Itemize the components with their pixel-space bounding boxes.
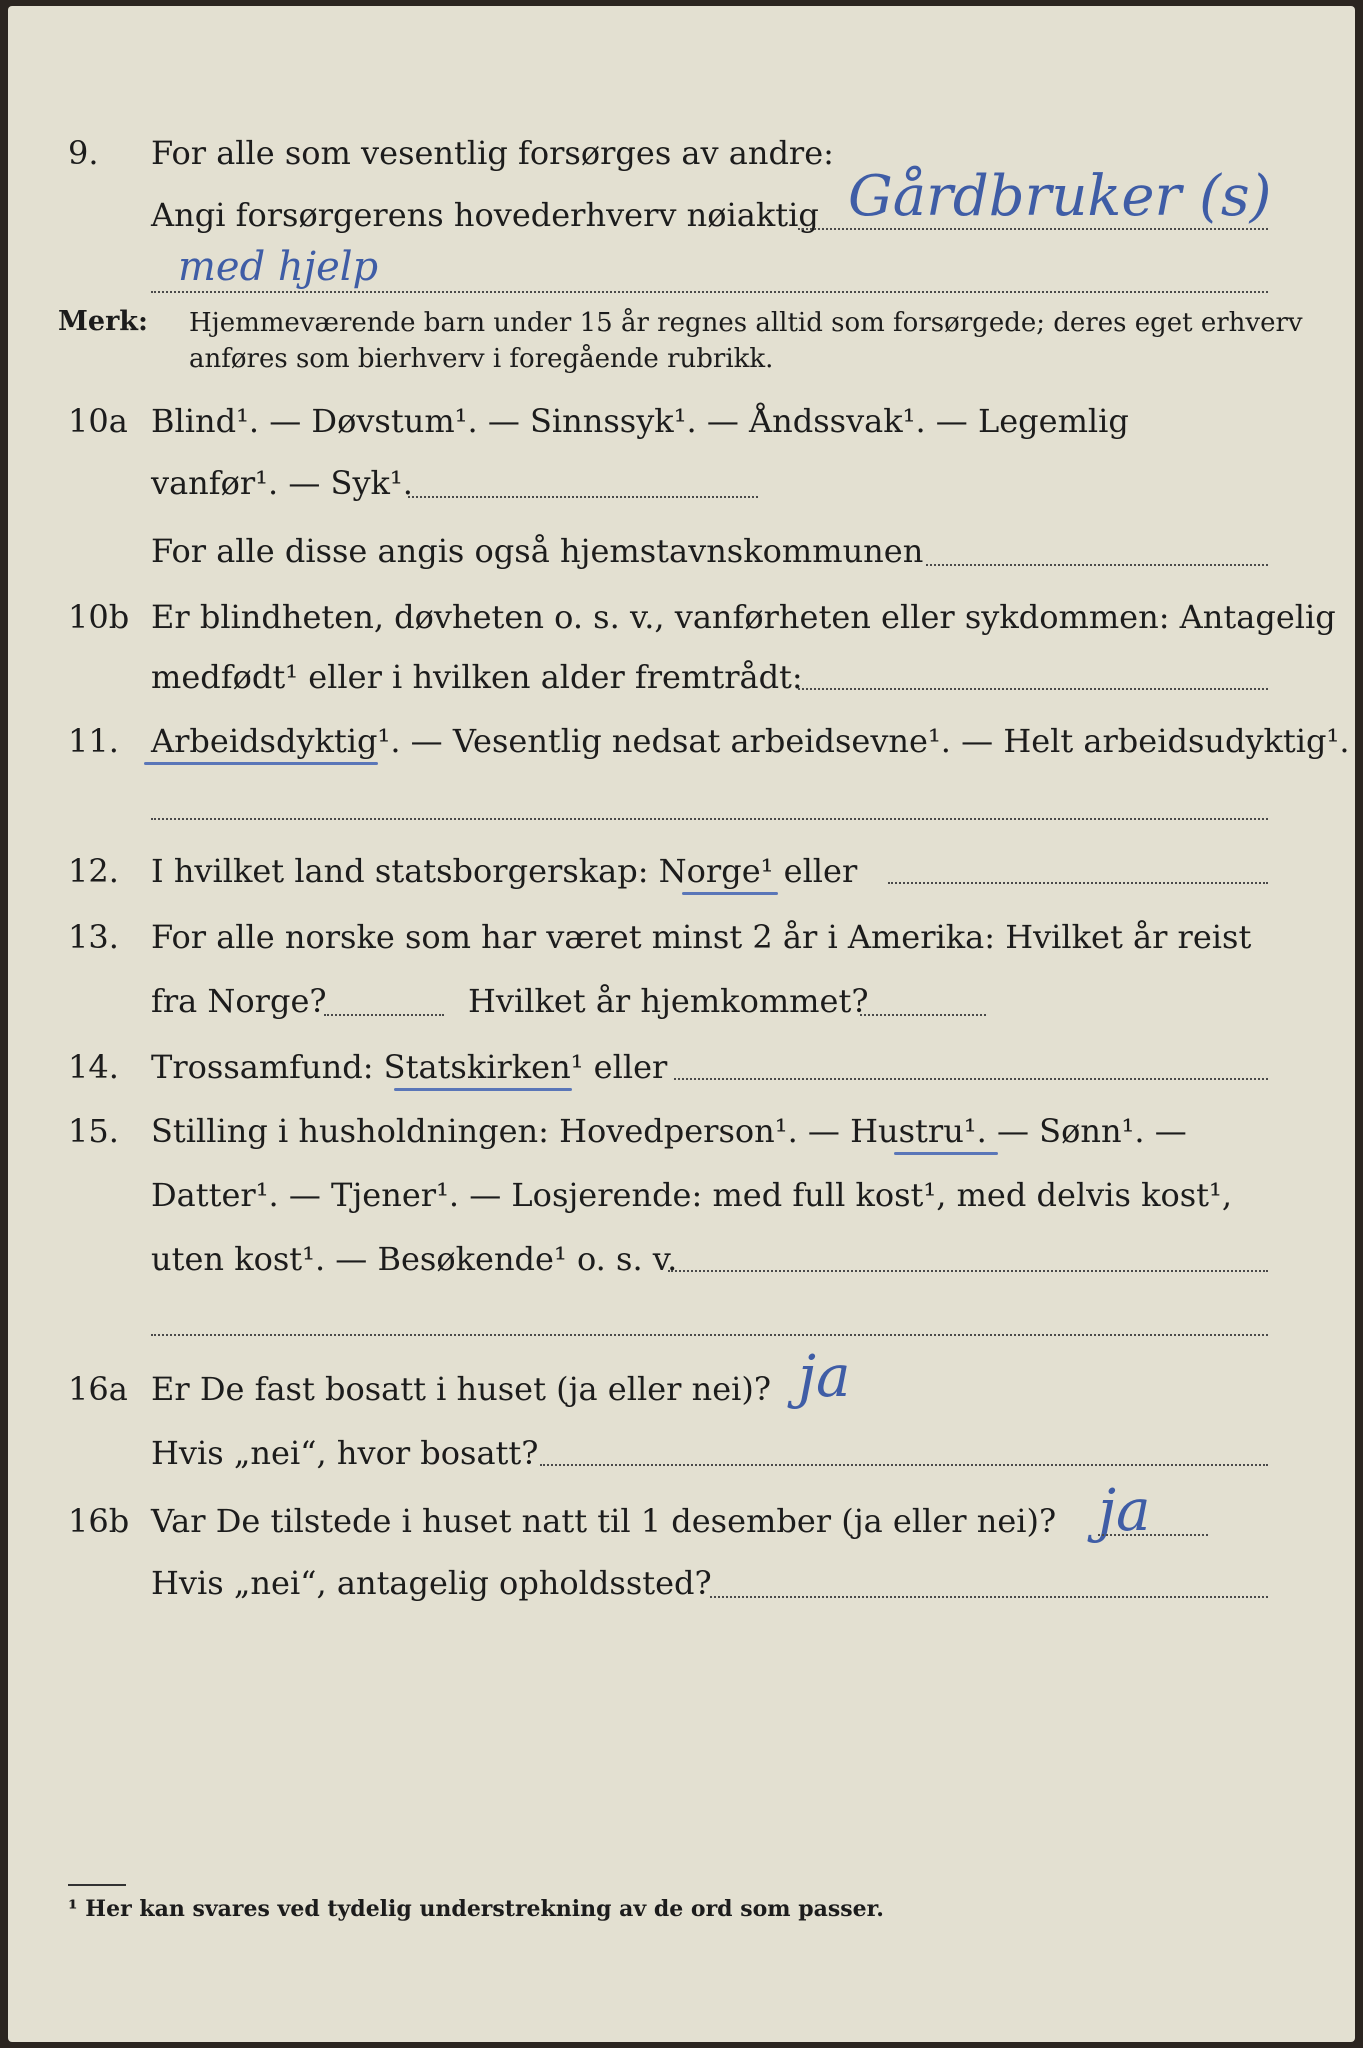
handwritten-underline (144, 762, 378, 765)
answer-line (408, 496, 758, 498)
answer-line (926, 564, 1268, 566)
answer-line (151, 291, 1268, 293)
question-number: 9. (68, 134, 99, 172)
question-number: 10b (68, 598, 130, 636)
question-number: 15. (68, 1112, 119, 1150)
answer-line (540, 1464, 1268, 1466)
answer-line (151, 1334, 1268, 1336)
answer-line (151, 818, 1268, 820)
question-text: uten kost¹. — Besøkende¹ o. s. v. (151, 1240, 678, 1278)
question-text: Arbeidsdyktig¹. — Vesentlig nedsat arbeidsevne¹. — Helt arbeidsudyktig¹. (151, 722, 1350, 760)
note-text: Hjemmeværende barn under 15 år regnes alltid som forsørgede; deres eget erhverv (189, 308, 1303, 338)
question-text: Hvis „nei“, hvor bosatt? (151, 1434, 539, 1472)
question-number: 13. (68, 918, 119, 956)
question-text: medfødt¹ eller i hvilken alder fremtrådt: (151, 658, 803, 696)
answer-line (798, 688, 1268, 690)
question-text: fra Norge? (151, 982, 327, 1020)
question-text: For alle disse angis også hjemstavnskommunen (151, 532, 924, 570)
question-text: vanfør¹. — Syk¹. (151, 464, 413, 502)
question-text: Hvis „nei“, antagelig opholdssted? (151, 1564, 712, 1602)
answer-line (324, 1014, 444, 1016)
answer-line (674, 1078, 1268, 1080)
question-text: Trossamfund: Statskirken¹ eller (151, 1048, 668, 1086)
handwritten-underline (394, 1088, 572, 1091)
question-text: For alle som vesentlig forsørges av andre: (151, 134, 834, 172)
handwritten-underline (894, 1152, 998, 1155)
question-number: 10a (68, 402, 128, 440)
handwritten-underline (682, 892, 778, 895)
footnote-rule (68, 1884, 126, 1886)
handwritten-answer: ja (798, 1342, 851, 1410)
question-number: 11. (68, 722, 119, 760)
question-text: Stilling i husholdningen: Hovedperson¹. — Hustru¹. — Sønn¹. — (151, 1112, 1187, 1150)
answer-line (710, 1596, 1268, 1598)
note-text: anføres som bierhverv i foregående rubrikk. (189, 344, 774, 374)
question-text: Er De fast bosatt i huset (ja eller nei)? (151, 1370, 772, 1408)
question-text: Datter¹. — Tjener¹. — Losjerende: med full kost¹, med delvis kost¹, (151, 1176, 1233, 1214)
question-text: Var De tilstede i huset natt til 1 desember (ja eller nei)? (151, 1502, 1057, 1540)
handwritten-answer: ja (1098, 1476, 1151, 1544)
handwritten-answer: Gårdbruker (s) (848, 164, 1272, 229)
answer-line (668, 1270, 1268, 1272)
question-text: Hvilket år hjemkommet? (468, 982, 869, 1020)
answer-line (1098, 1534, 1208, 1536)
answer-line (860, 1014, 986, 1016)
question-text: I hvilket land statsborgerskap: Norge¹ eller (151, 852, 858, 890)
question-number: 14. (68, 1048, 119, 1086)
question-number: 16b (68, 1502, 130, 1540)
question-text: For alle norske som har været minst 2 år i Amerika: Hvilket år reist (151, 918, 1252, 956)
footnote: ¹ Her kan svares ved tydelig understrekning av de ord som passer. (68, 1896, 884, 1922)
handwritten-answer: med hjelp (178, 244, 379, 290)
question-text: Angi forsørgerens hovederhverv nøiaktig (151, 196, 819, 234)
question-text: Er blindheten, døvheten o. s. v., vanførheten eller sykdommen: Antagelig (151, 598, 1336, 636)
question-number: 12. (68, 852, 119, 890)
question-text: Blind¹. — Døvstum¹. — Sinnssyk¹. — Åndssvak¹. — Legemlig (151, 402, 1129, 440)
census-form-page (8, 6, 1355, 2042)
answer-line (888, 882, 1268, 884)
question-number: 16a (68, 1370, 128, 1408)
note-label: Merk: (58, 306, 148, 337)
